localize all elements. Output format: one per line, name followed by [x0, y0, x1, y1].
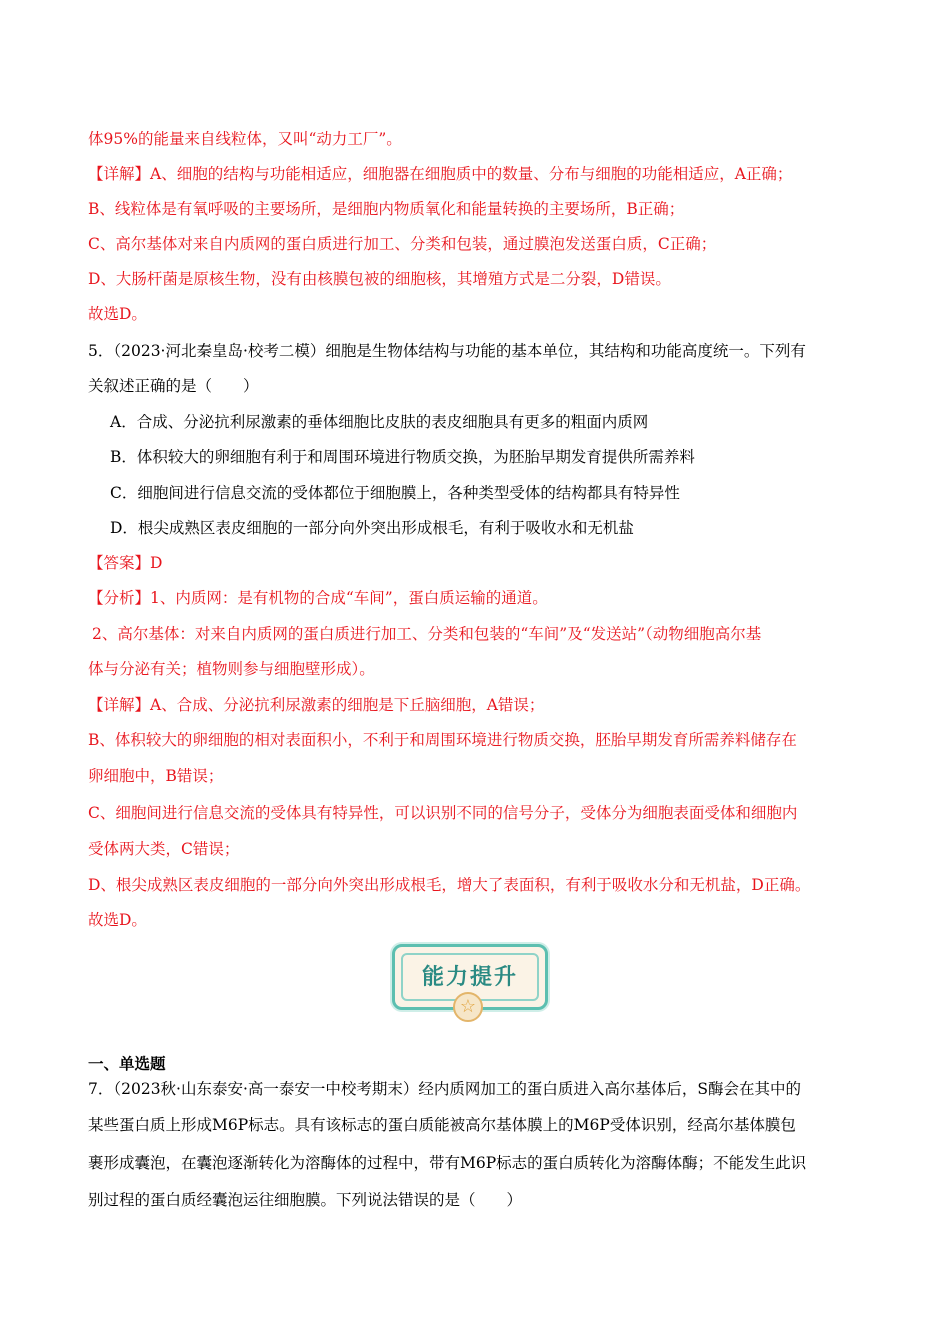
q5-answer: 【答案】D — [88, 554, 163, 572]
star-icon: ☆ — [453, 992, 483, 1022]
badge-label: 能力提升 — [421, 965, 518, 990]
q5-stem-line1: 5．（2023·河北秦皇岛·校考二模）细胞是生物体结构与功能的基本单位，其结构和功能高度统一。下列有 — [88, 342, 806, 360]
q7-line1: 7．（2023秋·山东泰安·高一泰安一中校考期末）经内质网加工的蛋白质进入高尔基体后，S酶会在其中的 — [88, 1080, 802, 1098]
q5-stem-line2: 关叙述正确的是（ ） — [88, 377, 259, 395]
q5-detail-c2: 受体两大类，C错误； — [88, 840, 240, 858]
q5-detail-c1: C、细胞间进行信息交流的受体具有特异性，可以识别不同的信号分子，受体分为细胞表面受体和细胞内 — [88, 804, 798, 822]
prev-detail-a: 【详解】A、细胞的结构与功能相适应，细胞器在细胞质中的数量、分布与细胞的功能相适应，A正确； — [88, 165, 793, 183]
q5-detail-a: 【详解】A、合成、分泌抗利尿激素的细胞是下丘脑细胞，A错误； — [88, 696, 545, 714]
q5-detail-b2: 卵细胞中，B错误； — [88, 767, 224, 785]
prev-choose: 故选D。 — [88, 305, 147, 323]
q7-line2: 某些蛋白质上形成M6P标志。具有该标志的蛋白质能被高尔基体膜上的M6P受体识别，经高尔基体膜包 — [88, 1116, 796, 1134]
q5-option-d: D．根尖成熟区表皮细胞的一部分向外突出形成根毛，有利于吸收水和无机盐 — [110, 519, 634, 537]
q7-line3: 裹形成囊泡，在囊泡逐渐转化为溶酶体的过程中，带有M6P标志的蛋白质转化为溶酶体酶；不能发生此识 — [88, 1154, 807, 1172]
prev-detail-b: B、线粒体是有氧呼吸的主要场所，是细胞内物质氧化和能量转换的主要场所，B正确； — [88, 200, 685, 218]
q5-analysis-1: 【分析】1、内质网：是有机物的合成“车间”，蛋白质运输的通道。 — [88, 589, 548, 607]
q7-line4: 别过程的蛋白质经囊泡运往细胞膜。下列说法错误的是（ ） — [88, 1191, 523, 1209]
prev-detail-d: D、大肠杆菌是原核生物，没有由核膜包被的细胞核，其增殖方式是二分裂，D错误。 — [88, 270, 671, 288]
prev-explanation-tail: 体95%的能量来自线粒体，又叫“动力工厂”。 — [88, 130, 402, 148]
q5-option-a: A．合成、分泌抗利尿激素的垂体细胞比皮肤的表皮细胞具有更多的粗面内质网 — [110, 413, 649, 431]
q5-detail-d: D、根尖成熟区表皮细胞的一部分向外突出形成根毛，增大了表面积，有利于吸收水分和无机盐，D正确。 — [88, 876, 811, 894]
q5-detail-b1: B、体积较大的卵细胞的相对表面积小，不利于和周围环境进行物质交换，胚胎早期发育所需养料储存在 — [88, 731, 797, 749]
ability-improvement-badge — [392, 944, 548, 1017]
q5-analysis-2a: 2、高尔基体：对来自内质网的蛋白质进行加工、分类和包装的“车间”及“发送站”（动物细胞高尔基 — [92, 625, 762, 643]
section-title: 一、单选题 — [88, 1055, 166, 1073]
prev-detail-c: C、高尔基体对来自内质网的蛋白质进行加工、分类和包装，通过膜泡发送蛋白质，C正确； — [88, 235, 717, 253]
q5-choose: 故选D。 — [88, 911, 147, 929]
q5-analysis-2b: 体与分泌有关；植物则参与细胞壁形成）。 — [88, 660, 375, 678]
q5-option-c: C．细胞间进行信息交流的受体都位于细胞膜上，各种类型受体的结构都具有特异性 — [110, 484, 680, 502]
q5-option-b: B．体积较大的卵细胞有利于和周围环境进行物质交换，为胚胎早期发育提供所需养料 — [110, 448, 695, 466]
